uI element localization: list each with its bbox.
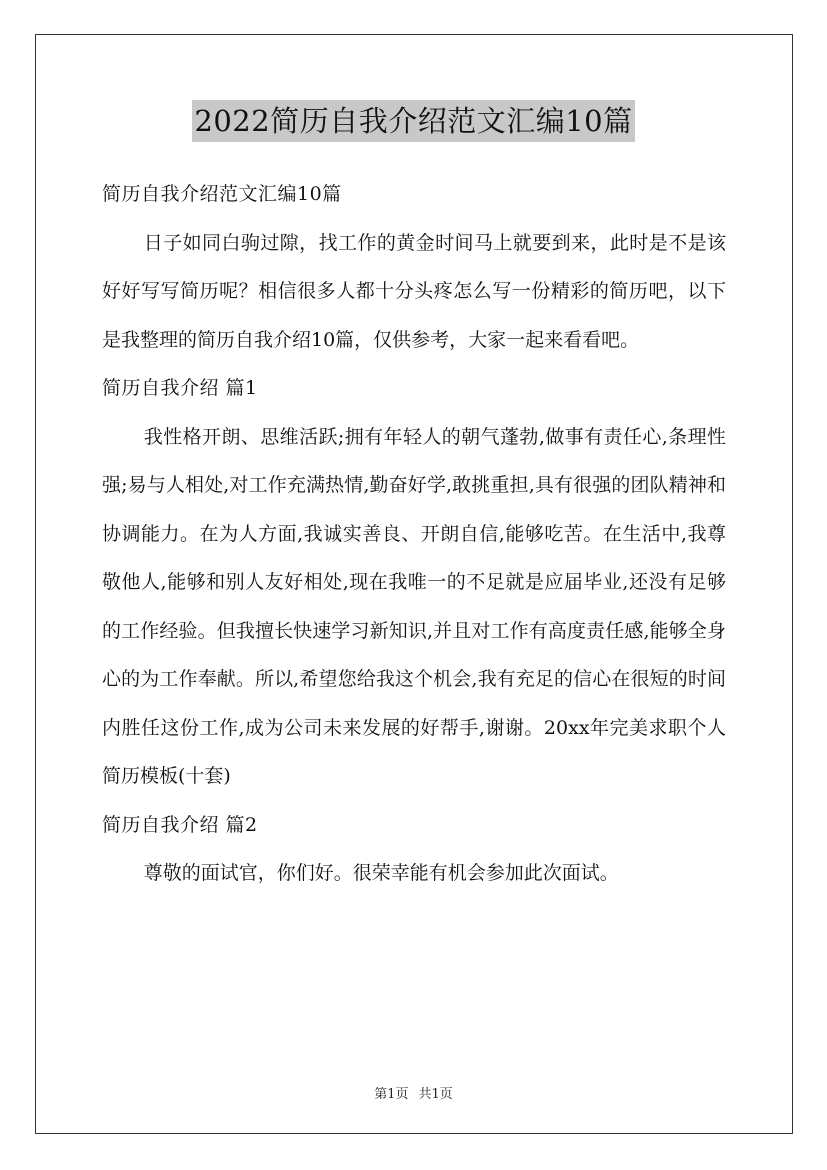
page-footer (0, 1083, 827, 1102)
title-container (0, 100, 827, 142)
section-heading-1: 简历自我介绍 篇1 (102, 377, 258, 399)
page-total: 共1页 (418, 1087, 453, 1102)
section-body-1: 我性格开朗、思维活跃;拥有年轻人的朝气蓬勃,做事有责任心,条理性强;易与人相处,对工作充满热情,勤奋好学,敢挑重担,具有很强的团队精神和协调能力。在为人方面,我诚实善良、开朗自信,能够吃苦。在生活中,我尊敬他人,能够和别人友好相处,现在我唯一的不足就是应届毕业,还没有足够的工作经验。但我擅长快速学习新知识,并且对工作有高度责任感,能够全身心的为工作奉献。所以,希望您给我这个机会,我有充足的信心在很短的时间内胜任这份工作,成为公司未来发展的好帮手,谢谢。20xx年完美求职个人简历模板(十套) (102, 425, 726, 787)
document-body (102, 170, 726, 898)
page-number: 第1页 (374, 1087, 409, 1102)
section-body-2: 尊敬的面试官，你们好。很荣幸能有机会参加此次面试。 (143, 862, 619, 884)
document-subtitle: 简历自我介绍范文汇编10篇 (102, 183, 342, 205)
intro-paragraph: 日子如同白驹过隙，找工作的黄金时间马上就要到来，此时是不是该好好写写简历呢？相信很多人都十分头疼怎么写一份精彩的简历吧，以下是我整理的简历自我介绍10篇，仅供参考，大家一起来看看吧。 (102, 231, 726, 351)
section-heading-2: 简历自我介绍 篇2 (102, 813, 258, 836)
document-title: 2022简历自我介绍范文汇编10篇 (192, 100, 634, 142)
